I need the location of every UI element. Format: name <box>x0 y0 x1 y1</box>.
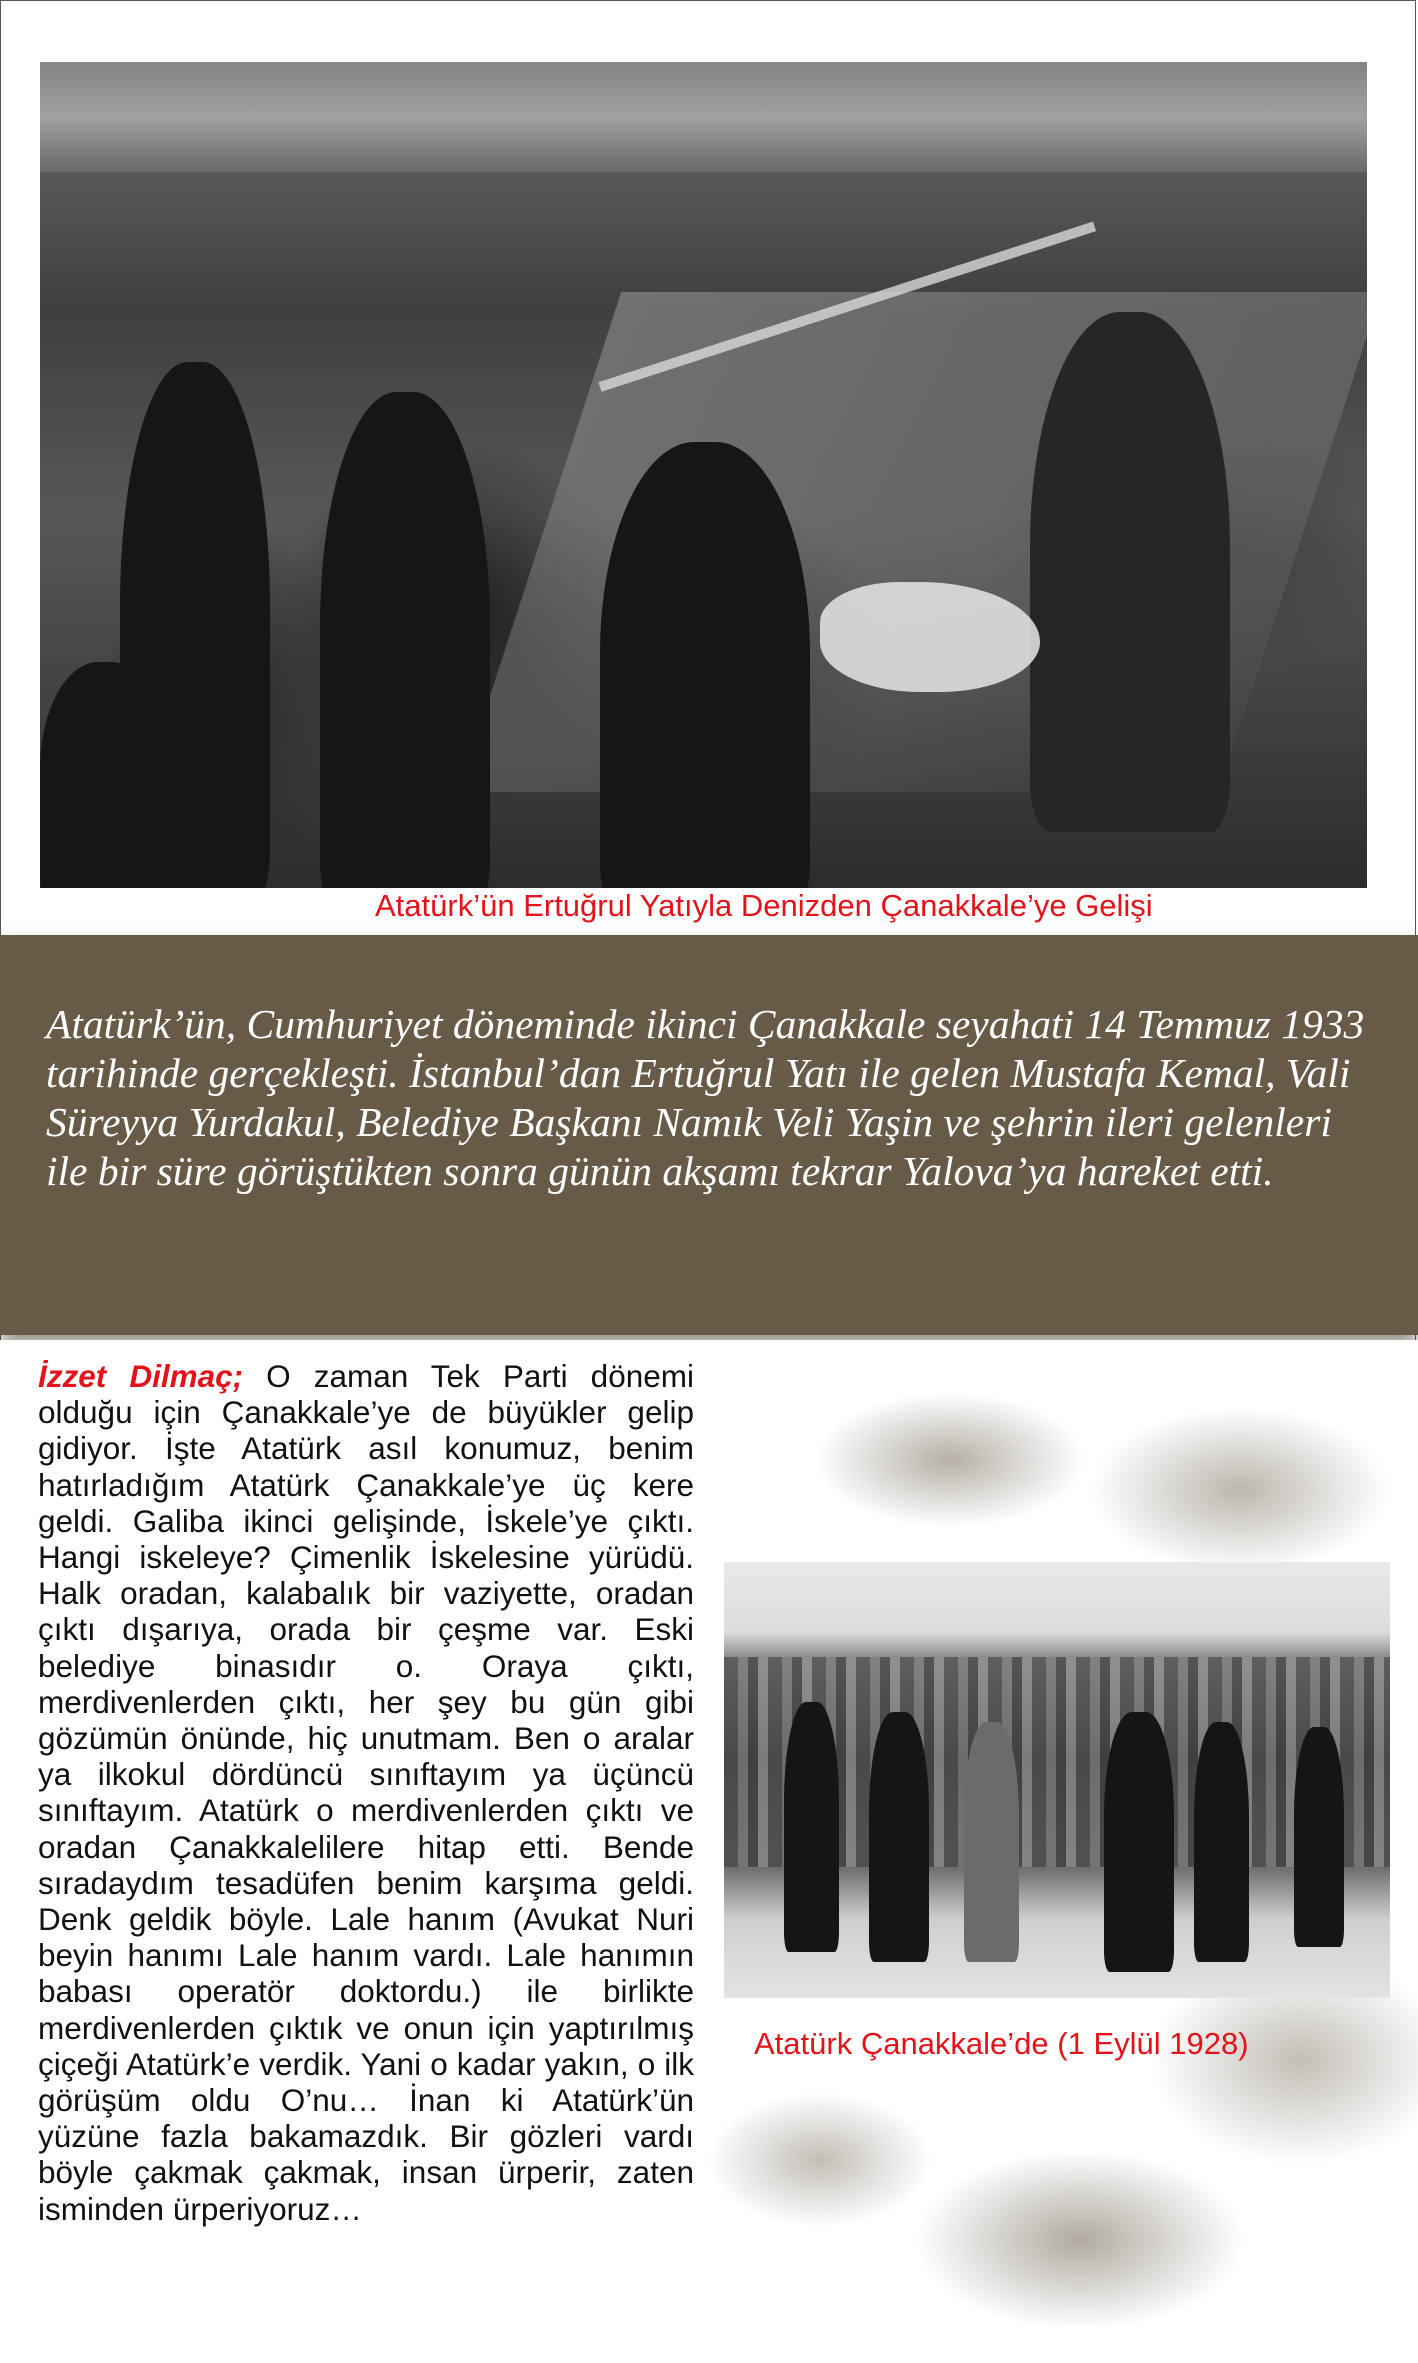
testimony-paragraph <box>38 1358 694 2227</box>
ertugrul-yacht-photo <box>40 62 1367 888</box>
speaker-name: İzzet Dilmaç; <box>38 1358 244 1394</box>
bottom-photo-caption: Atatürk Çanakkale’de (1 Eylül 1928) <box>754 2026 1249 2061</box>
intro-paragraph: Atatürk’ün, Cumhuriyet döneminde ikinci Çanakkale seyahati 14 Temmuz 1933 tarihinde gerçekleşti. İstanbul’dan Ertuğrul Yatı ile gelen Mustafa Kemal, Vali Süreyya Yurdakul, Belediye Başkanı Namık Veli Yaşin ve şehrin ileri gelenleri ile bir süre görüştükten sonra günün akşamı tekrar Yalova’ya hareket etti. <box>46 1001 1365 1194</box>
canakkale-1928-photo <box>724 1562 1390 1998</box>
testimony-text: O zaman Tek Parti dönemi olduğu için Çanakkale’ye de büyükler gelip gidiyor. İşte Atatürk asıl konumuz, benim hatırladığım Atatürk Çanakkale’ye üç kere geldi. Galiba ikinci gelişinde, İskele’ye çıktı. Hangi iskeleye? Çimenlik İskelesine yürüdü. Halk oradan, kalabalık bir vaziyette, oradan çıktı dışarıya, orada bir çeşme var. Eski belediye binasıdır o. Oraya çıktı, merdivenlerden çıktı, her şey bu gün gibi gözümün önünde, hiç unutmam. Ben o aralar ya ilkokul dördüncü sınıftayım ya üçüncü sınıftayım. Atatürk o merdivenlerden çıktı ve oradan Çanakkalelilere hitap etti. Bende sıradaydım tesadüfen benim karşıma geldi. Denk geldik böyle. Lale hanım (Avukat Nuri beyin hanımı Lale hanım vardı. Lale hanımın babası operatör doktordu.) ile birlikte merdivenlerden çıktık ve onun için yaptırılmış çiçeği Atatürk’e verdik. Yani o kadar yakın, o ilk görüşüm oldu O’nu… İnan ki Atatürk’ün yüzüne fazla bakamazdık. Bir gözleri vardı böyle çakmak çakmak, insan ürperir, zaten isminden ürperiyoruz… <box>38 1358 694 2227</box>
top-photo-caption: Atatürk’ün Ertuğrul Yatıyla Denizden Çanakkale’ye Gelişi <box>375 888 1153 923</box>
